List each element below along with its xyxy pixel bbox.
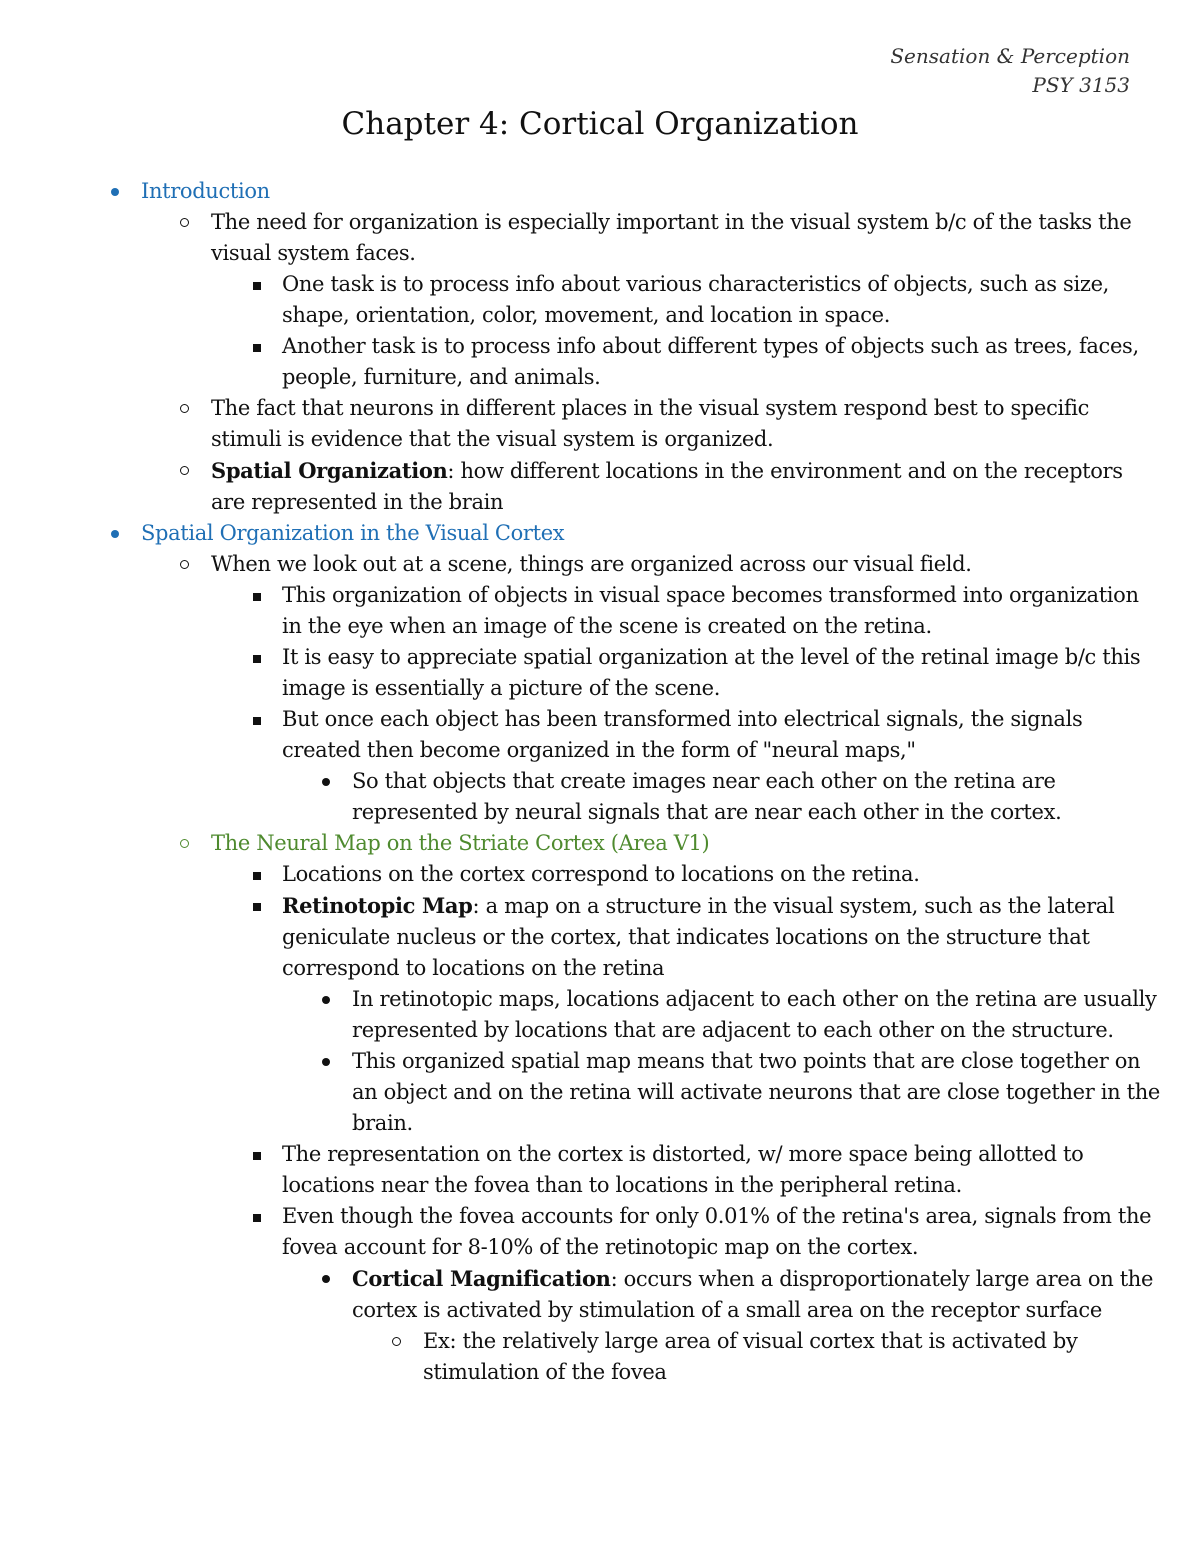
outline-item-text <box>352 984 1163 1046</box>
course-code: PSY 3153 <box>1032 73 1130 97</box>
outline-item-body: Introduction <box>141 179 270 203</box>
outline-item-level-3 <box>0 859 1163 890</box>
page-title: Chapter 4: Cortical Organization <box>341 106 859 142</box>
outline-item-text <box>282 1139 1163 1201</box>
key-term: Spatial Organization <box>211 458 448 483</box>
outline-item-level-5 <box>0 1326 1164 1388</box>
disc-bullet-icon <box>318 766 352 797</box>
outline-item-body: So that objects that create images near each other on the retina are represented by neural signals that are near each other in the cortex. <box>352 769 1062 824</box>
outline-item-body: This organized spatial map means that two points that are close together on an object and on the retina will activate neurons that are close together in the brain. <box>352 1049 1160 1135</box>
outline-item-text <box>211 393 1162 455</box>
outline-item-level-2 <box>0 207 1162 269</box>
outline-item-text <box>423 1326 1164 1388</box>
outline-item-body: The Neural Map on the Striate Cortex (Area V1) <box>211 831 710 855</box>
disc-bullet-icon <box>107 518 141 549</box>
disc-bullet-icon <box>318 1263 352 1294</box>
outline-item-body: This organization of objects in visual space becomes transformed into organization in the eye when an image of the scene is created on the retina. <box>282 583 1139 638</box>
outline-item-level-3 <box>0 704 1163 766</box>
outline-item-body: It is easy to appreciate spatial organization at the level of the retinal image b/c this image is essentially a picture of the scene. <box>282 645 1141 700</box>
outline-item-level-2 <box>0 549 1162 580</box>
outline-item-text <box>282 890 1163 984</box>
outline-item-text <box>282 1201 1163 1263</box>
circle-bullet-icon <box>177 393 211 424</box>
outline-item-body: One task is to process info about various characteristics of objects, such as size, shape, orientation, color, movement, and location in space. <box>282 272 1109 327</box>
key-term: Retinotopic Map <box>282 893 473 918</box>
disc-bullet-icon <box>318 1046 352 1077</box>
outline-item-text <box>352 1263 1163 1326</box>
outline-item-level-3 <box>0 580 1163 642</box>
outline-item-level-1 <box>0 176 1157 207</box>
outline-item-level-4 <box>0 1263 1163 1326</box>
outline-item-level-2 <box>0 828 1162 859</box>
outline-item-text <box>282 269 1163 331</box>
square-bullet-icon <box>248 704 282 735</box>
outline-item-body: The representation on the cortex is distorted, w/ more space being allotted to locations near the fovea than to locations in the peripheral retina. <box>282 1142 1084 1197</box>
outline-item-text <box>282 580 1163 642</box>
outline-item-body: In retinotopic maps, locations adjacent to each other on the retina are usually represented by locations that are adjacent to each other on the structure. <box>352 987 1157 1042</box>
outline-item-body: : how different locations in the environment and on the receptors are represented in the brain <box>211 459 1123 514</box>
square-bullet-icon <box>248 269 282 300</box>
outline-item-level-2 <box>0 393 1162 455</box>
outline-item-level-3 <box>0 642 1163 704</box>
outline-item-text <box>352 766 1163 828</box>
outline-item-text <box>282 331 1163 393</box>
outline-item-body: The need for organization is especially important in the visual system b/c of the tasks the visual system faces. <box>211 210 1132 265</box>
square-bullet-icon <box>248 1201 282 1232</box>
outline-item-level-3 <box>0 331 1163 393</box>
outline-item-body: When we look out at a scene, things are organized across our visual field. <box>211 552 972 576</box>
outline-item-body: Ex: the relatively large area of visual cortex that is activated by stimulation of the fovea <box>423 1329 1078 1384</box>
outline-item-text <box>141 518 1157 549</box>
outline-item-level-4 <box>0 984 1163 1046</box>
outline-item-body: Another task is to process info about different types of objects such as trees, faces, people, furniture, and animals. <box>282 334 1139 389</box>
disc-bullet-icon <box>318 984 352 1015</box>
outline-item-level-3 <box>0 269 1163 331</box>
outline-item-level-1 <box>0 518 1157 549</box>
circle-bullet-icon <box>177 207 211 238</box>
outline-item-text <box>211 549 1162 580</box>
circle-bullet-icon <box>177 455 211 486</box>
outline-item-text <box>282 859 1163 890</box>
square-bullet-icon <box>248 1139 282 1170</box>
outline-item-level-3 <box>0 1201 1163 1263</box>
outline-item-level-3 <box>0 1139 1163 1201</box>
square-bullet-icon <box>248 890 282 921</box>
outline-item-body: Even though the fovea accounts for only 0.01% of the retina's area, signals from the fovea account for 8-10% of the retinotopic map on the cortex. <box>282 1204 1152 1259</box>
document-header <box>890 42 1130 100</box>
outline-item-text <box>211 828 1162 859</box>
outline-item-level-2 <box>0 455 1162 518</box>
outline-item-body: But once each object has been transformed into electrical signals, the signals created then become organized in the form of "neural maps," <box>282 707 1083 762</box>
outline-item-text <box>282 642 1163 704</box>
outline-item-body: The fact that neurons in different places in the visual system respond best to specific stimuli is evidence that the visual system is organized. <box>211 396 1090 451</box>
square-bullet-icon <box>248 580 282 611</box>
outline-item-text <box>352 1046 1163 1139</box>
disc-bullet-icon <box>107 176 141 207</box>
circle-bullet-icon <box>177 828 211 859</box>
outline <box>0 176 1200 1388</box>
square-bullet-icon <box>248 859 282 890</box>
square-bullet-icon <box>248 642 282 673</box>
square-bullet-icon <box>248 331 282 362</box>
outline-item-body: : occurs when a disproportionately large area on the cortex is activated by stimulation of a small area on the receptor surface <box>352 1267 1154 1322</box>
outline-item-body: Locations on the cortex correspond to locations on the retina. <box>282 862 920 886</box>
outline-item-level-4 <box>0 1046 1163 1139</box>
outline-item-level-3 <box>0 890 1163 984</box>
outline-item-body: : a map on a structure in the visual system, such as the lateral geniculate nucleus or the cortex, that indicates locations on the structure that correspond to locations on the retina <box>282 894 1115 980</box>
outline-item-text <box>211 455 1162 518</box>
circle-bullet-icon <box>177 549 211 580</box>
outline-item-body: Spatial Organization in the Visual Cortex <box>141 521 565 545</box>
circle-bullet-icon <box>389 1326 423 1357</box>
outline-item-level-4 <box>0 766 1163 828</box>
key-term: Cortical Magnification <box>352 1266 611 1291</box>
course-name: Sensation & Perception <box>890 44 1130 68</box>
outline-item-text <box>141 176 1157 207</box>
outline-item-text <box>282 704 1163 766</box>
outline-item-text <box>211 207 1162 269</box>
